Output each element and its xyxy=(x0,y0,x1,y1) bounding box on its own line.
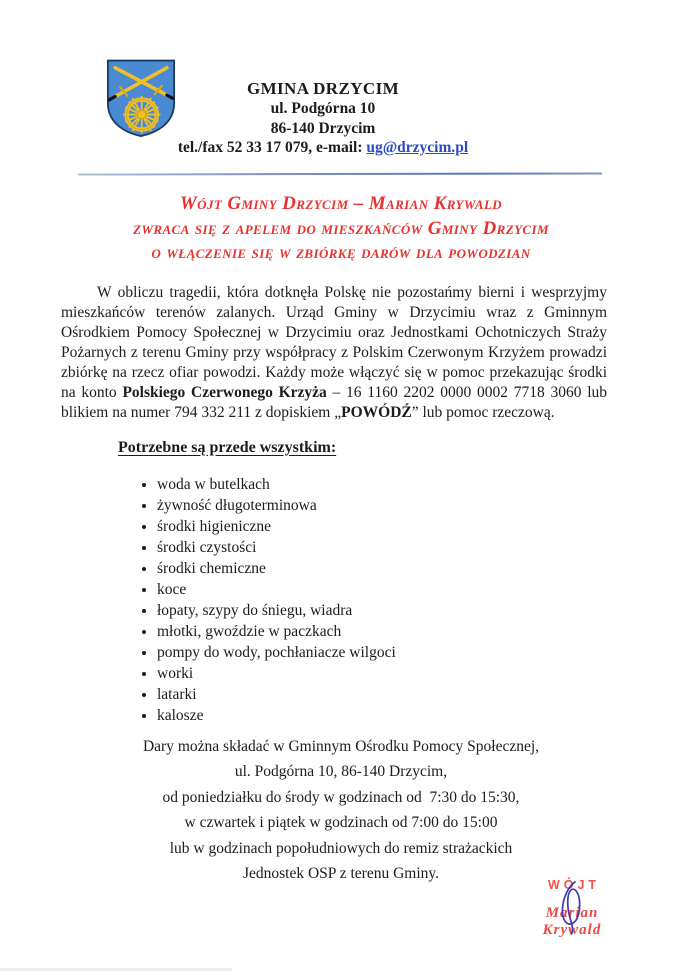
list-item: • latarki xyxy=(157,684,682,705)
list-item: • środki czystości xyxy=(157,537,682,558)
org-street: ul. Podgórna 10 xyxy=(270,100,376,117)
list-item: • żywność długoterminowa xyxy=(157,495,682,516)
header-divider xyxy=(78,172,602,175)
list-item: • pompy do wody, pochłaniacze wilgoci xyxy=(157,642,682,663)
signature-ink-icon xyxy=(560,881,584,935)
list-item: • młotki, gwoździe w paczkach xyxy=(157,621,682,642)
needs-list xyxy=(0,474,682,726)
appeal-paragraph xyxy=(61,283,607,423)
pck-account-name: Polskiego Czerwonego Krzyża xyxy=(122,383,327,401)
transfer-title: POWÓDŹ xyxy=(341,403,412,421)
list-item: • łopaty, szypy do śniegu, wiadra xyxy=(157,600,682,621)
signature-title: WÓJT xyxy=(547,878,601,892)
paragraph-text-1: W obliczu tragedii, która dotknęła Polskę nie pozostańmy bierni i wesprzyjmy mieszkańców terenów zalanych. Urząd Gminy w Drzycimiu wraz z Gminnym Ośrodkiem Pomocy Społecznej w Drzycimiu oraz Jednostkami Ochotniczych Straży Pożarnych z terenu Gminy przy współpracy z Polskim Czerwonym Krzyżem prowadzi zbiórkę na rzecz ofiar powodzi. Każdy może włączyć się w pomoc przekazując środki na konto xyxy=(61,283,607,401)
donation-line-3: od poniedziałku do środy w godzinach od 7:30 do 15:30, xyxy=(162,788,520,806)
org-city: 86-140 Drzycim xyxy=(270,119,376,137)
appeal-title-line3: o włączenie się w zbiórkę darów dla powodzian xyxy=(151,242,531,263)
letterhead xyxy=(0,0,682,157)
appeal-title xyxy=(0,192,682,266)
list-item: • kalosze xyxy=(157,705,682,726)
list-item: • worki xyxy=(157,663,682,684)
email-link[interactable]: ug@drzycim.pl xyxy=(366,139,469,156)
appeal-title-line1: Wójt Gminy Drzycim – Marian Krywald xyxy=(179,193,503,214)
list-item: • koce xyxy=(157,579,682,600)
appeal-title-line2: zwraca się z apelem do mieszkańców Gminy Drzycim xyxy=(133,217,549,239)
signature-block xyxy=(520,878,624,939)
paragraph-text-3: ” lub pomoc rzeczową. xyxy=(411,403,555,421)
list-item: • środki higieniczne xyxy=(157,516,682,537)
phone-fax-text: tel./fax 52 33 17 079, e-mail: xyxy=(177,139,367,156)
donation-line-2: ul. Podgórna 10, 86-140 Drzycim, xyxy=(234,763,448,780)
contact-line xyxy=(68,138,578,158)
donation-info xyxy=(0,734,682,887)
donation-line-5: lub w godzinach popołudniowych do remiz strażackich xyxy=(169,839,513,857)
donation-line-1: Dary można składać w Gminnym Ośrodku Pomocy Społecznej, xyxy=(142,737,540,755)
list-item: • woda w butelkach xyxy=(157,474,682,495)
scan-artifact xyxy=(0,968,232,971)
needs-heading: Potrzebne są przede wszystkim: xyxy=(118,438,337,456)
signature-name: Marian Krywald xyxy=(542,905,602,938)
donation-line-6: Jednostek OSP z terenu Gminy. xyxy=(242,865,440,882)
org-name: GMINA DRZYCIM xyxy=(246,79,400,98)
donation-line-4: w czwartek i piątek w godzinach od 7:00 do 15:00 xyxy=(184,814,498,831)
letterhead-text xyxy=(68,79,578,158)
list-item: • środki chemiczne xyxy=(157,558,682,579)
paragraph-text-2: – 16 1160 2202 0000 0002 7718 3060 lub blikiem na numer 794 332 211 z dopiskiem „ xyxy=(61,383,608,421)
